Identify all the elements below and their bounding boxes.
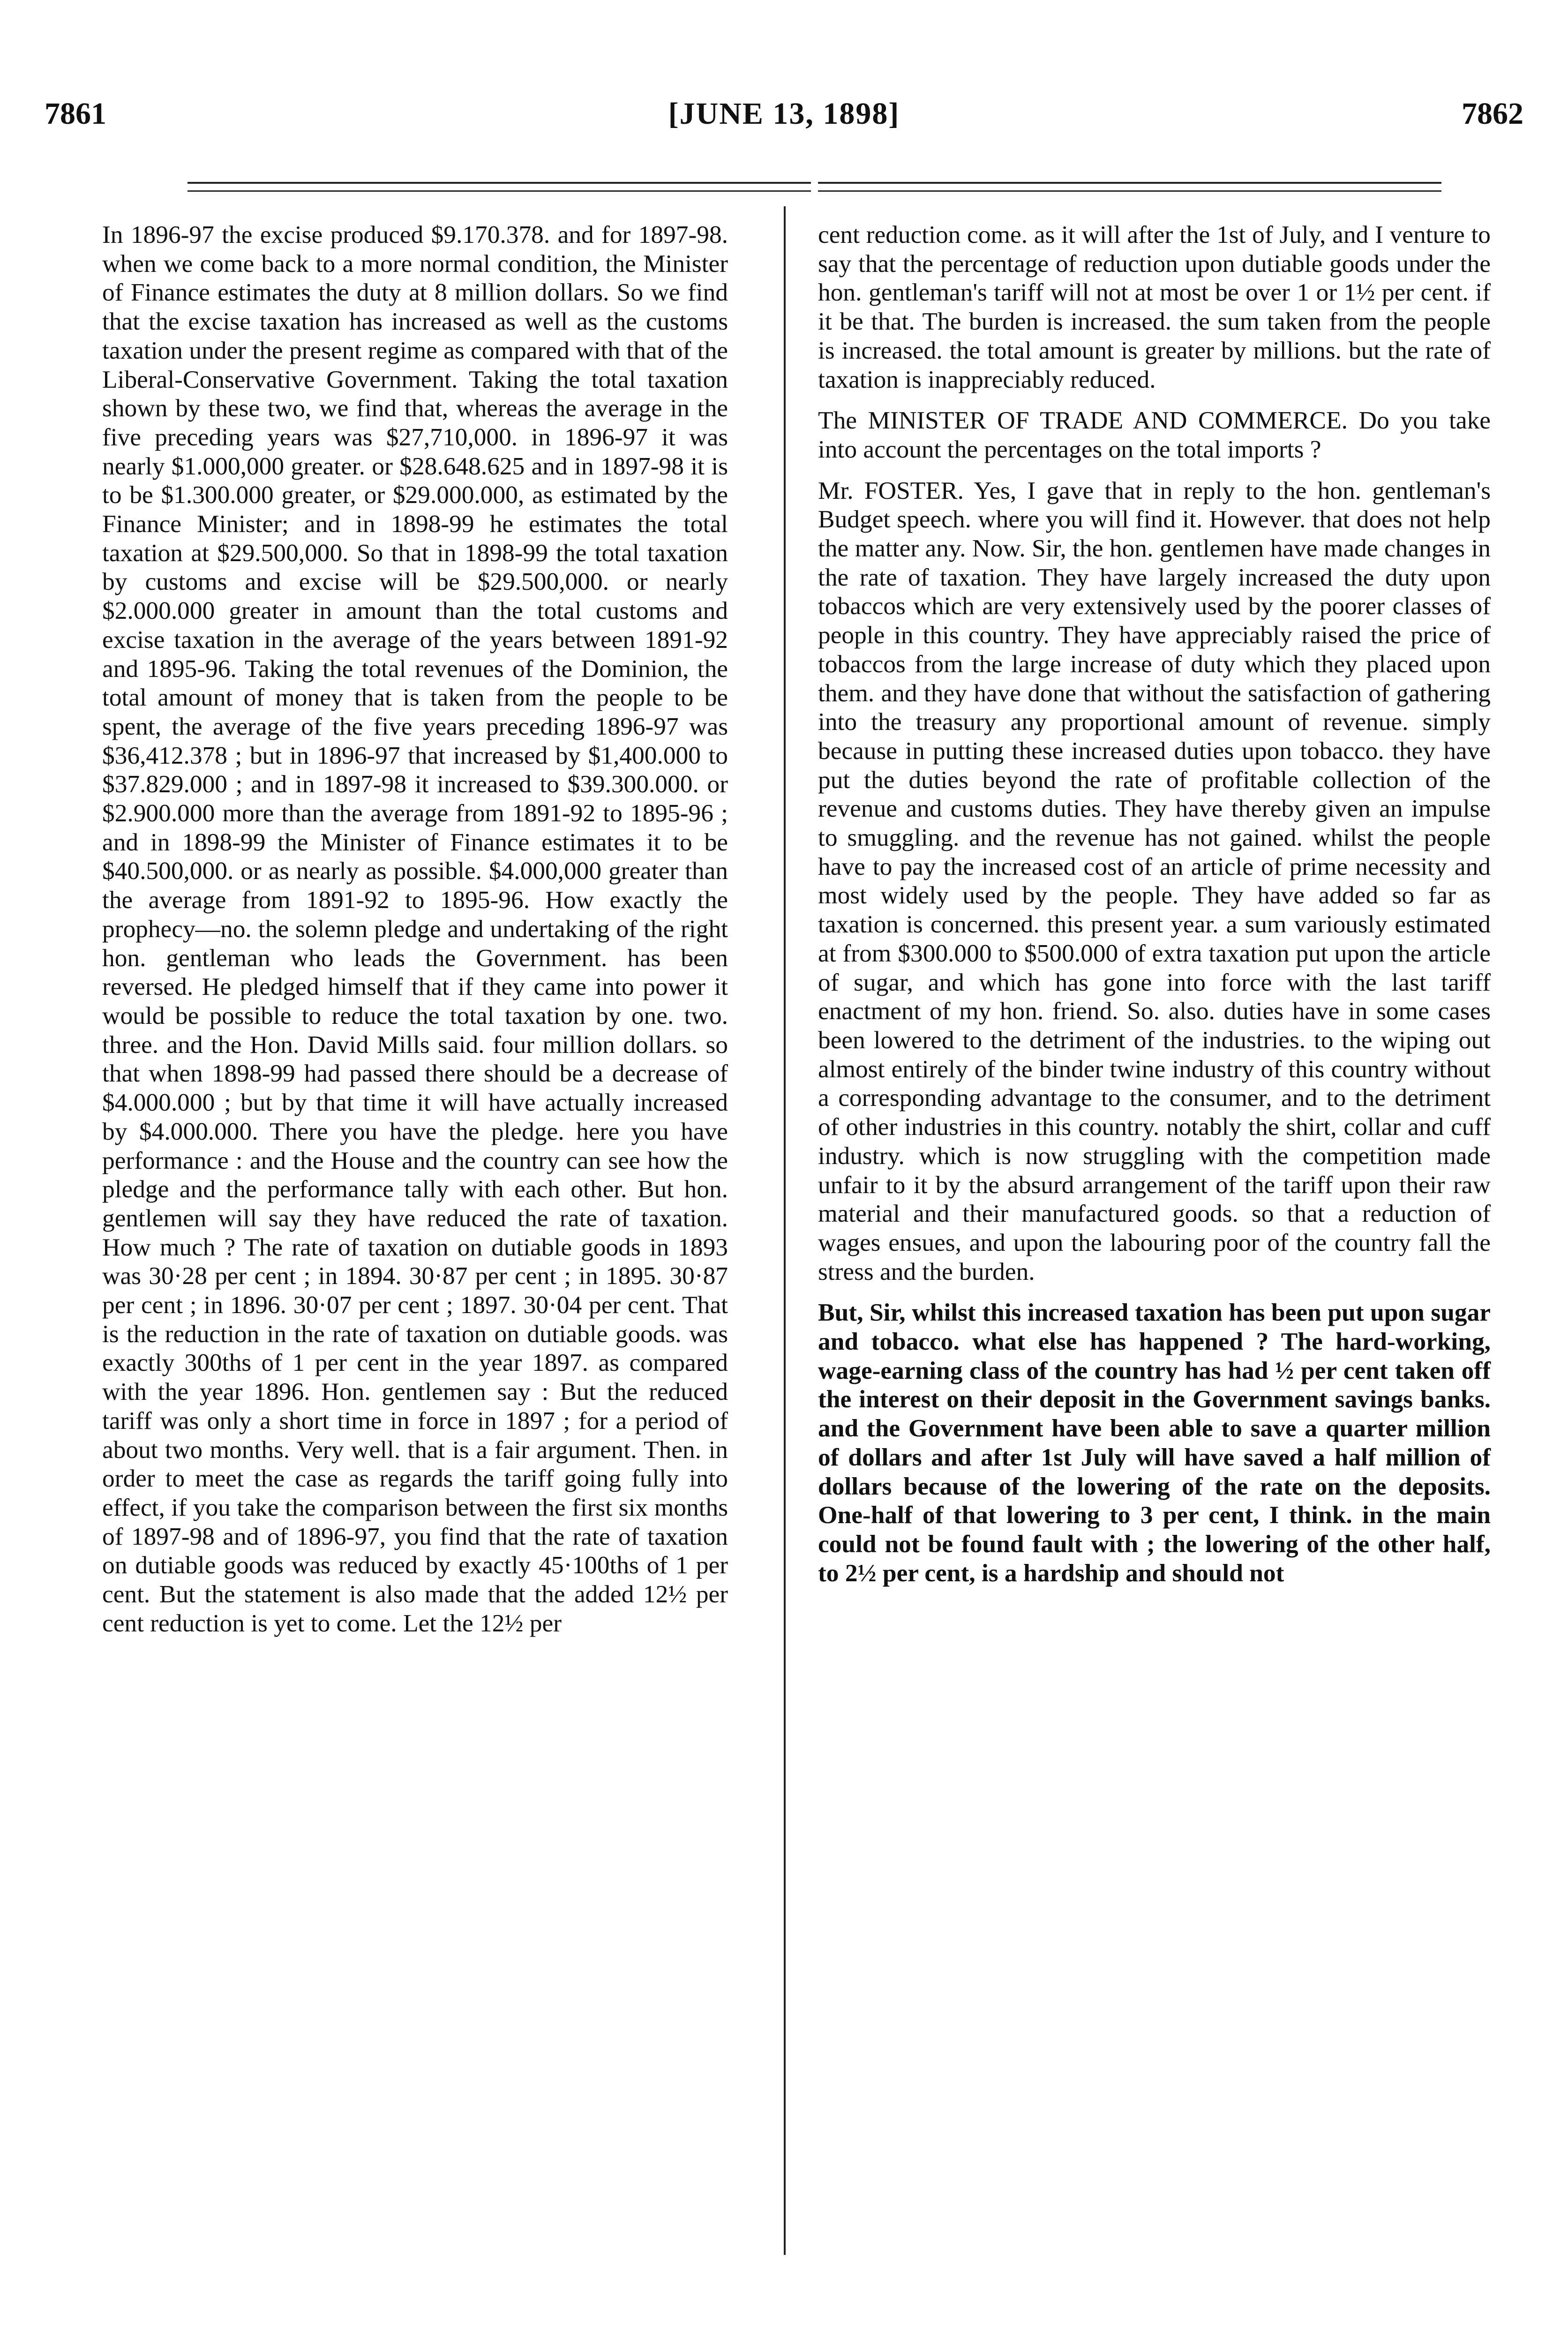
right-paragraph-2: The MINISTER OF TRADE AND COMMERCE. Do you take into account the percentages on the total imports ? xyxy=(818,406,1491,463)
page-header xyxy=(45,96,1523,148)
column-divider xyxy=(784,206,786,2255)
issue-date: [JUNE 13, 1898] xyxy=(668,97,900,131)
left-paragraph-1: In 1896-97 the excise produced $9.170.378. and for 1897-98. when we come back to a more normal condition, the Minister of Finance estimates the duty at 8 million dollars. So we find that the excise taxation has increased as well as the customs taxation under the present regime as compared with that of the Liberal-Conservative Government. Taking the total taxation shown by these two, we find that, whereas the average in the five preceding years was $27,710,000. in 1896-97 it was nearly $1.000,000 greater. or $28.648.625 and in 1897-98 it is to be $1.300.000 greater, or $29.000.000, as estimated by the Finance Minister; and in 1898-99 he estimates the total taxation at $29.500,000. So that in 1898-99 the total taxation by customs and excise will be $29.500,000. or nearly $2.000.000 greater in amount than the total customs and excise taxation in the average of the years between 1891-92 and 1895-96. Taking the total revenues of the Dominion, the total amount of money that is taken from the people to be spent, the average of the five years preceding 1896-97 was $36,412.378 ; but in 1896-97 that increased by $1,400.000 to $37.829.000 ; and in 1897-98 it increased to $39.300.000. or $2.900.000 more than the average from 1891-92 to 1895-96 ; and in 1898-99 the Minister of Finance estimates it to be $40.500,000. or as nearly as possible. $4.000,000 greater than the average from 1891-92 to 1895-96. How exactly the prophecy—no. the solemn pledge and undertaking of the right hon. gentleman who leads the Government. has been reversed. He pledged himself that if they came into power it would be possible to reduce the total taxation by one. two. three. and the Hon. David Mills said. four million dollars. so that when 1898-99 had passed there should be a decrease of $4.000.000 ; but by that time it will have actually increased by $4.000.000. There you have the pledge. here you have performance : and the House and the country can see how the pledge and the performance tally with each other. But hon. gentlemen will say they have reduced the rate of taxation. How much ? The rate of taxation on dutiable goods in 1893 was 30·28 per cent ; in 1894. 30·87 per cent ; in 1895. 30·87 per cent ; in 1896. 30·07 per cent ; 1897. 30·04 per cent. That is the reduction in the rate of taxation on dutiable goods. was exactly 300ths of 1 per cent in the year 1897. as compared with the year 1896. Hon. gentlemen say : But the reduced tariff was only a short time in force in 1897 ; for a period of about two months. Very well. that is a fair argument. Then. in order to meet the case as regards the tariff going fully into effect, if you take the comparison between the first six months of 1897-98 and of 1896-97, you find that the rate of taxation on dutiable goods was reduced by exactly 45·100ths of 1 per cent. But the statement is also made that the added 12½ per cent reduction is yet to come. Let the 12½ per xyxy=(102,220,728,1637)
header-rule-left xyxy=(188,182,811,192)
right-paragraph-1: cent reduction come. as it will after the 1st of July, and I venture to say that the percentage of reduction upon dutiable goods under the hon. gentleman's tariff will not at most be over 1 or 1½ per cent. if it be that. The burden is increased. the sum taken from the people is increased. the total amount is greater by millions. but the rate of taxation is inappreciably reduced. xyxy=(818,220,1491,393)
left-column xyxy=(102,220,728,1638)
right-column xyxy=(818,220,1491,1587)
header-rule-right xyxy=(818,182,1441,192)
right-paragraph-3: Mr. FOSTER. Yes, I gave that in reply to the hon. gentleman's Budget speech. where you will find it. However. that does not help the matter any. Now. Sir, the hon. gentlemen have made changes in the rate of taxation. They have largely increased the duty upon tobaccos which are very extensively used by the poorer classes of people in this country. They have appreciably raised the price of tobaccos from the large increase of duty which they placed upon them. and they have done that without the satisfaction of gathering into the treasury any proportional amount of revenue. simply because in putting these increased duties upon tobacco. they have put the duties beyond the rate of profitable collection of the revenue and customs duties. They have thereby given an impulse to smuggling. and the revenue has not gained. whilst the people have to pay the increased cost of an article of prime necessity and most widely used by the people. They have added so far as taxation is concerned. this present year. a sum variously estimated at from $300.000 to $500.000 of extra taxation put upon the article of sugar, and which has gone into force with the last tariff enactment of my hon. friend. So. also. duties have in some cases been lowered to the detriment of the industries. to the wiping out almost entirely of the binder twine industry of this country without a corresponding advantage to the consumer, and to the detriment of other industries in this country. notably the shirt, collar and cuff industry. which is now struggling with the competition made unfair to it by the absurd arrangement of the tariff upon their raw material and their manufactured goods. so that a reduction of wages ensues, and upon the labouring poor of the country fall the stress and the burden. xyxy=(818,476,1491,1285)
page-number-right: 7862 xyxy=(1462,97,1523,131)
page-number-left: 7861 xyxy=(45,97,106,131)
right-paragraph-4: But, Sir, whilst this increased taxation has been put upon sugar and tobacco. what else has happened ? The hard-working, wage-earning class of the country has had ½ per cent taken off the interest on their deposit in the Government savings banks. and the Government have been able to save a quarter million of dollars and after 1st July will have saved a half million of dollars because of the lowering of the rate on the deposits. One-half of that lowering to 3 per cent, I think. in the main could not be found fault with ; the lowering of the other half, to 2½ per cent, is a hardship and should not xyxy=(818,1298,1491,1587)
